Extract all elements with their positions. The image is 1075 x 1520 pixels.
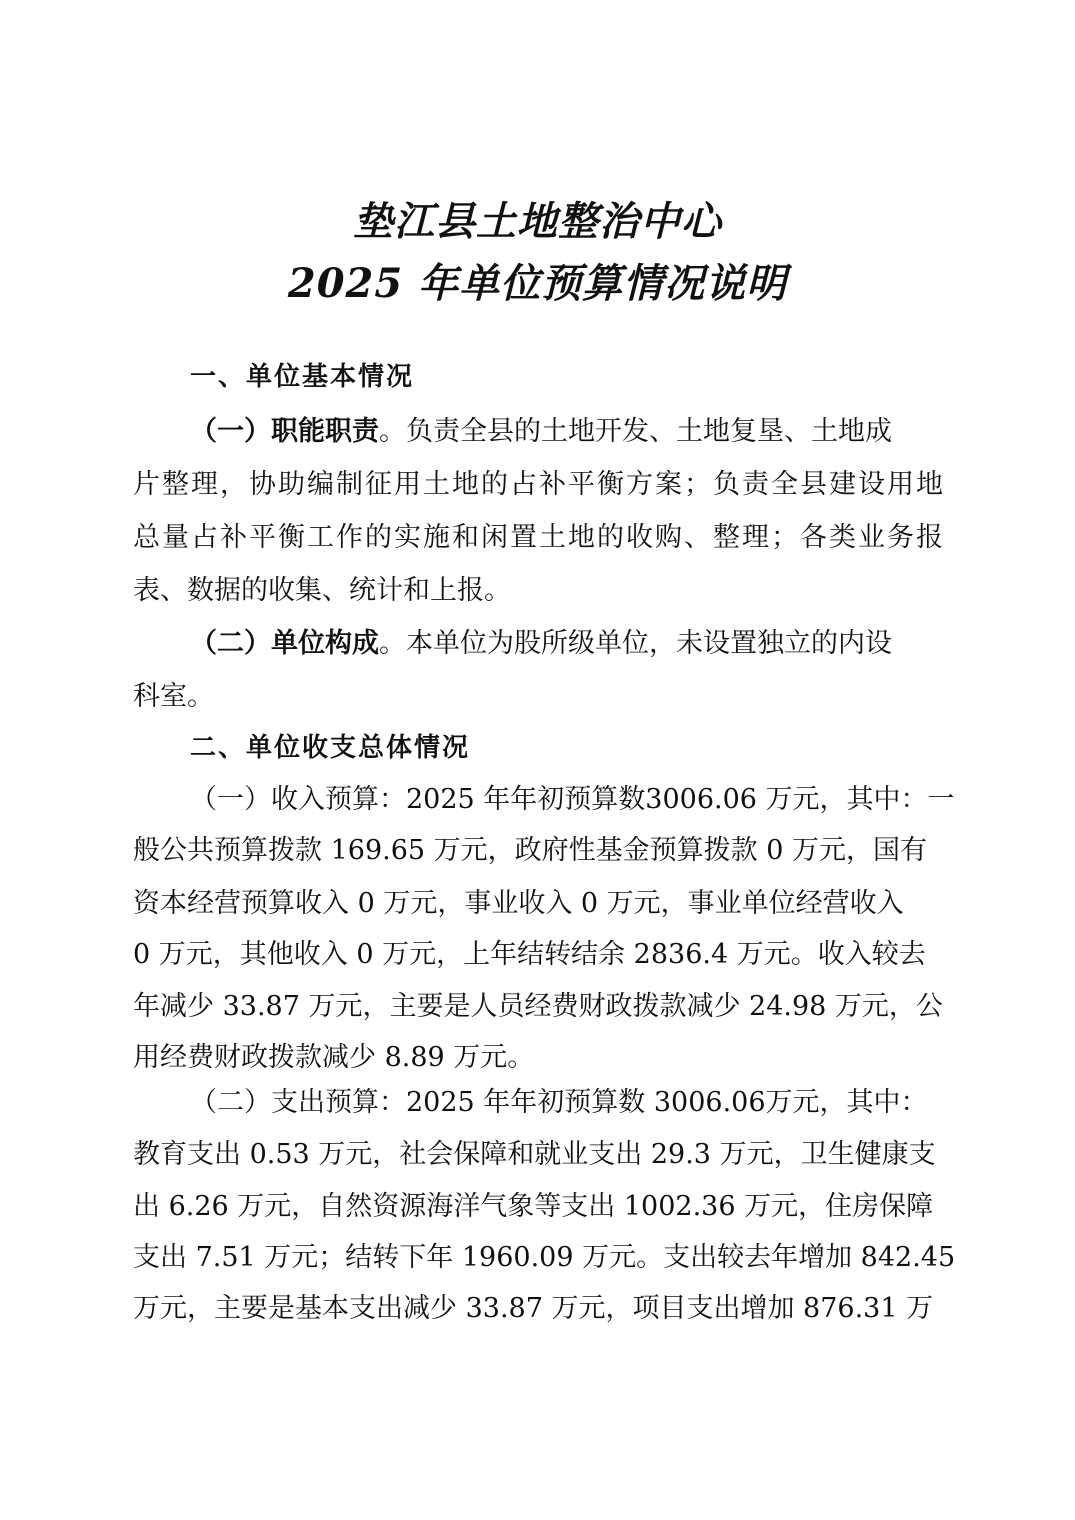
paragraph-line: 表、数据的收集、统计和上报。 xyxy=(133,575,511,606)
paragraph-text: 。负责全县的土地开发、土地复垦、土地成 xyxy=(379,416,892,447)
paragraph-lead: （二）单位构成 xyxy=(190,628,379,659)
paragraph-line: 资本经营预算收入 0 万元，事业收入 0 万元，事业单位经营收入 xyxy=(133,888,904,919)
section-2-heading: 二、单位收支总体情况 xyxy=(190,733,471,763)
paragraph-line: 年减少 33.87 万元，主要是人员经费财政拨款减少 24.98 万元，公 xyxy=(133,991,943,1022)
section-1-heading: 一、单位基本情况 xyxy=(190,362,415,392)
paragraph-lead: （一）职能职责 xyxy=(190,416,379,447)
paragraph-line: 0 万元，其他收入 0 万元，上年结转结余 2836.4 万元。收入较去 xyxy=(133,939,926,970)
paragraph-line: 教育支出 0.53 万元，社会保障和就业支出 29.3 万元，卫生健康支 xyxy=(133,1139,936,1170)
paragraph-line xyxy=(190,621,943,660)
paragraph-line: 总量占补平衡工作的实施和闲置土地的收购、整理；各类业务报 xyxy=(133,522,943,553)
document-title-line-2: 2025 年单位预算情况说明 xyxy=(287,260,788,307)
document-title-line-1: 垫江县土地整治中心 xyxy=(353,198,722,245)
paragraph-line: 片整理，协助编制征用土地的占补平衡方案；负责全县建设用地 xyxy=(133,469,943,500)
paragraph-line: 万元，主要是基本支出减少 33.87 万元，项目支出增加 876.31 万 xyxy=(133,1293,934,1324)
paragraph-line: 般公共预算拨款 169.65 万元，政府性基金预算拨款 0 万元，国有 xyxy=(133,835,927,866)
paragraph-line: （一）收入预算：2025 年年初预算数3006.06 万元，其中：一 xyxy=(190,784,955,815)
paragraph-line: 支出 7.51 万元；结转下年 1960.09 万元。支出较去年增加 842.45 xyxy=(133,1242,956,1273)
paragraph-line xyxy=(190,409,943,448)
paragraph-line: 出 6.26 万元，自然资源海洋气象等支出 1002.36 万元，住房保障 xyxy=(133,1191,934,1222)
paragraph-text: 。本单位为股所级单位，未设置独立的内设 xyxy=(379,628,892,659)
paragraph-line: （二）支出预算：2025 年年初预算数 3006.06万元，其中： xyxy=(190,1087,928,1118)
paragraph-line: 科室。 xyxy=(133,681,214,712)
paragraph-line: 用经费财政拨款减少 8.89 万元。 xyxy=(133,1042,535,1073)
